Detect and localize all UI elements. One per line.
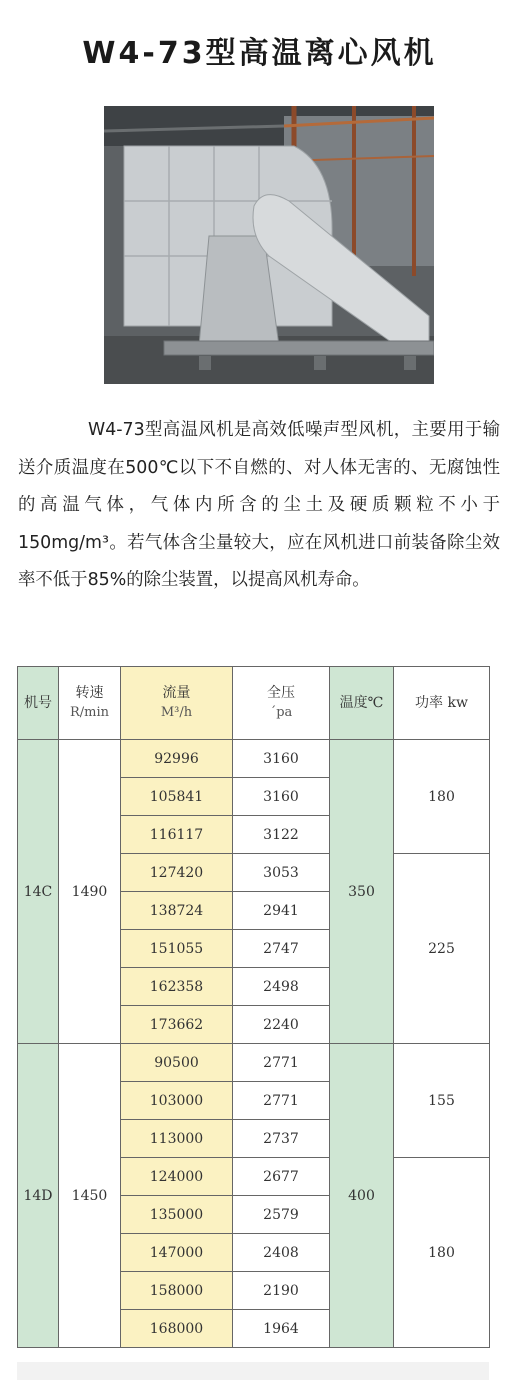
pressure-cell: 2747 — [233, 930, 330, 968]
flow-cell: 105841 — [121, 778, 233, 816]
header-speed-unit: R/min — [69, 705, 110, 720]
power-cell: 180 — [394, 1158, 490, 1348]
header-pressure — [233, 667, 330, 740]
flow-cell: 151055 — [121, 930, 233, 968]
header-speed-label: 转速 — [75, 685, 104, 701]
header-power: 功率 kw — [394, 667, 490, 740]
fan-photo-illustration — [104, 106, 434, 384]
pressure-cell: 2677 — [233, 1158, 330, 1196]
pressure-cell: 1964 — [233, 1310, 330, 1348]
pressure-cell: 2941 — [233, 892, 330, 930]
flow-cell: 147000 — [121, 1234, 233, 1272]
flow-cell: 158000 — [121, 1272, 233, 1310]
flow-cell: 90500 — [121, 1044, 233, 1082]
flow-cell: 135000 — [121, 1196, 233, 1234]
flow-cell: 92996 — [121, 740, 233, 778]
header-flow — [121, 667, 233, 740]
header-temp: 温度℃ — [330, 667, 394, 740]
flow-cell: 168000 — [121, 1310, 233, 1348]
flow-cell: 162358 — [121, 968, 233, 1006]
bottom-band — [17, 1362, 489, 1380]
table-row — [18, 1044, 490, 1082]
pressure-cell: 2190 — [233, 1272, 330, 1310]
pressure-cell: 2579 — [233, 1196, 330, 1234]
speed-cell: 1490 — [59, 740, 121, 1044]
header-speed — [59, 667, 121, 740]
header-flow-unit: M³/h — [160, 705, 193, 720]
header-pressure-label: 全压 — [267, 685, 295, 701]
flow-cell: 116117 — [121, 816, 233, 854]
flow-cell: 124000 — [121, 1158, 233, 1196]
pressure-cell: 3160 — [233, 740, 330, 778]
temp-cell: 350 — [330, 740, 394, 1044]
pressure-cell: 3122 — [233, 816, 330, 854]
model-cell: 14C — [18, 740, 59, 1044]
header-model: 机号 — [18, 667, 59, 740]
table-header-row — [18, 667, 490, 740]
pressure-cell: 2737 — [233, 1120, 330, 1158]
flow-cell: 138724 — [121, 892, 233, 930]
model-cell: 14D — [18, 1044, 59, 1348]
pressure-cell: 3160 — [233, 778, 330, 816]
flow-cell: 173662 — [121, 1006, 233, 1044]
power-cell: 225 — [394, 854, 490, 1044]
fan-description: W4-73型高温风机是高效低噪声型风机，主要用于输送介质温度在500℃以下不自燃的、对人体无害的、无腐蚀性的高温气体，气体内所含的尘土及硬质颗粒不小于150mg/m³。若气体含尘量较大，应在风机进口前装备除尘效率不低于85%的除尘装置，以提高风机寿命。 — [18, 420, 500, 591]
power-cell: 180 — [394, 740, 490, 854]
pressure-cell: 2408 — [233, 1234, 330, 1272]
page-title: W4-73型高温离心风机 — [82, 36, 437, 71]
pressure-cell: 2240 — [233, 1006, 330, 1044]
spec-table — [17, 666, 490, 1348]
pressure-cell: 3053 — [233, 854, 330, 892]
pressure-cell: 2498 — [233, 968, 330, 1006]
pressure-cell: 2771 — [233, 1044, 330, 1082]
header-pressure-unit: ´pa — [269, 705, 293, 720]
table-row — [18, 740, 490, 778]
pressure-cell: 2771 — [233, 1082, 330, 1120]
fan-photo — [104, 106, 434, 384]
power-cell: 155 — [394, 1044, 490, 1158]
flow-cell: 103000 — [121, 1082, 233, 1120]
header-flow-label: 流量 — [162, 685, 191, 701]
speed-cell: 1450 — [59, 1044, 121, 1348]
temp-cell: 400 — [330, 1044, 394, 1348]
flow-cell: 113000 — [121, 1120, 233, 1158]
flow-cell: 127420 — [121, 854, 233, 892]
